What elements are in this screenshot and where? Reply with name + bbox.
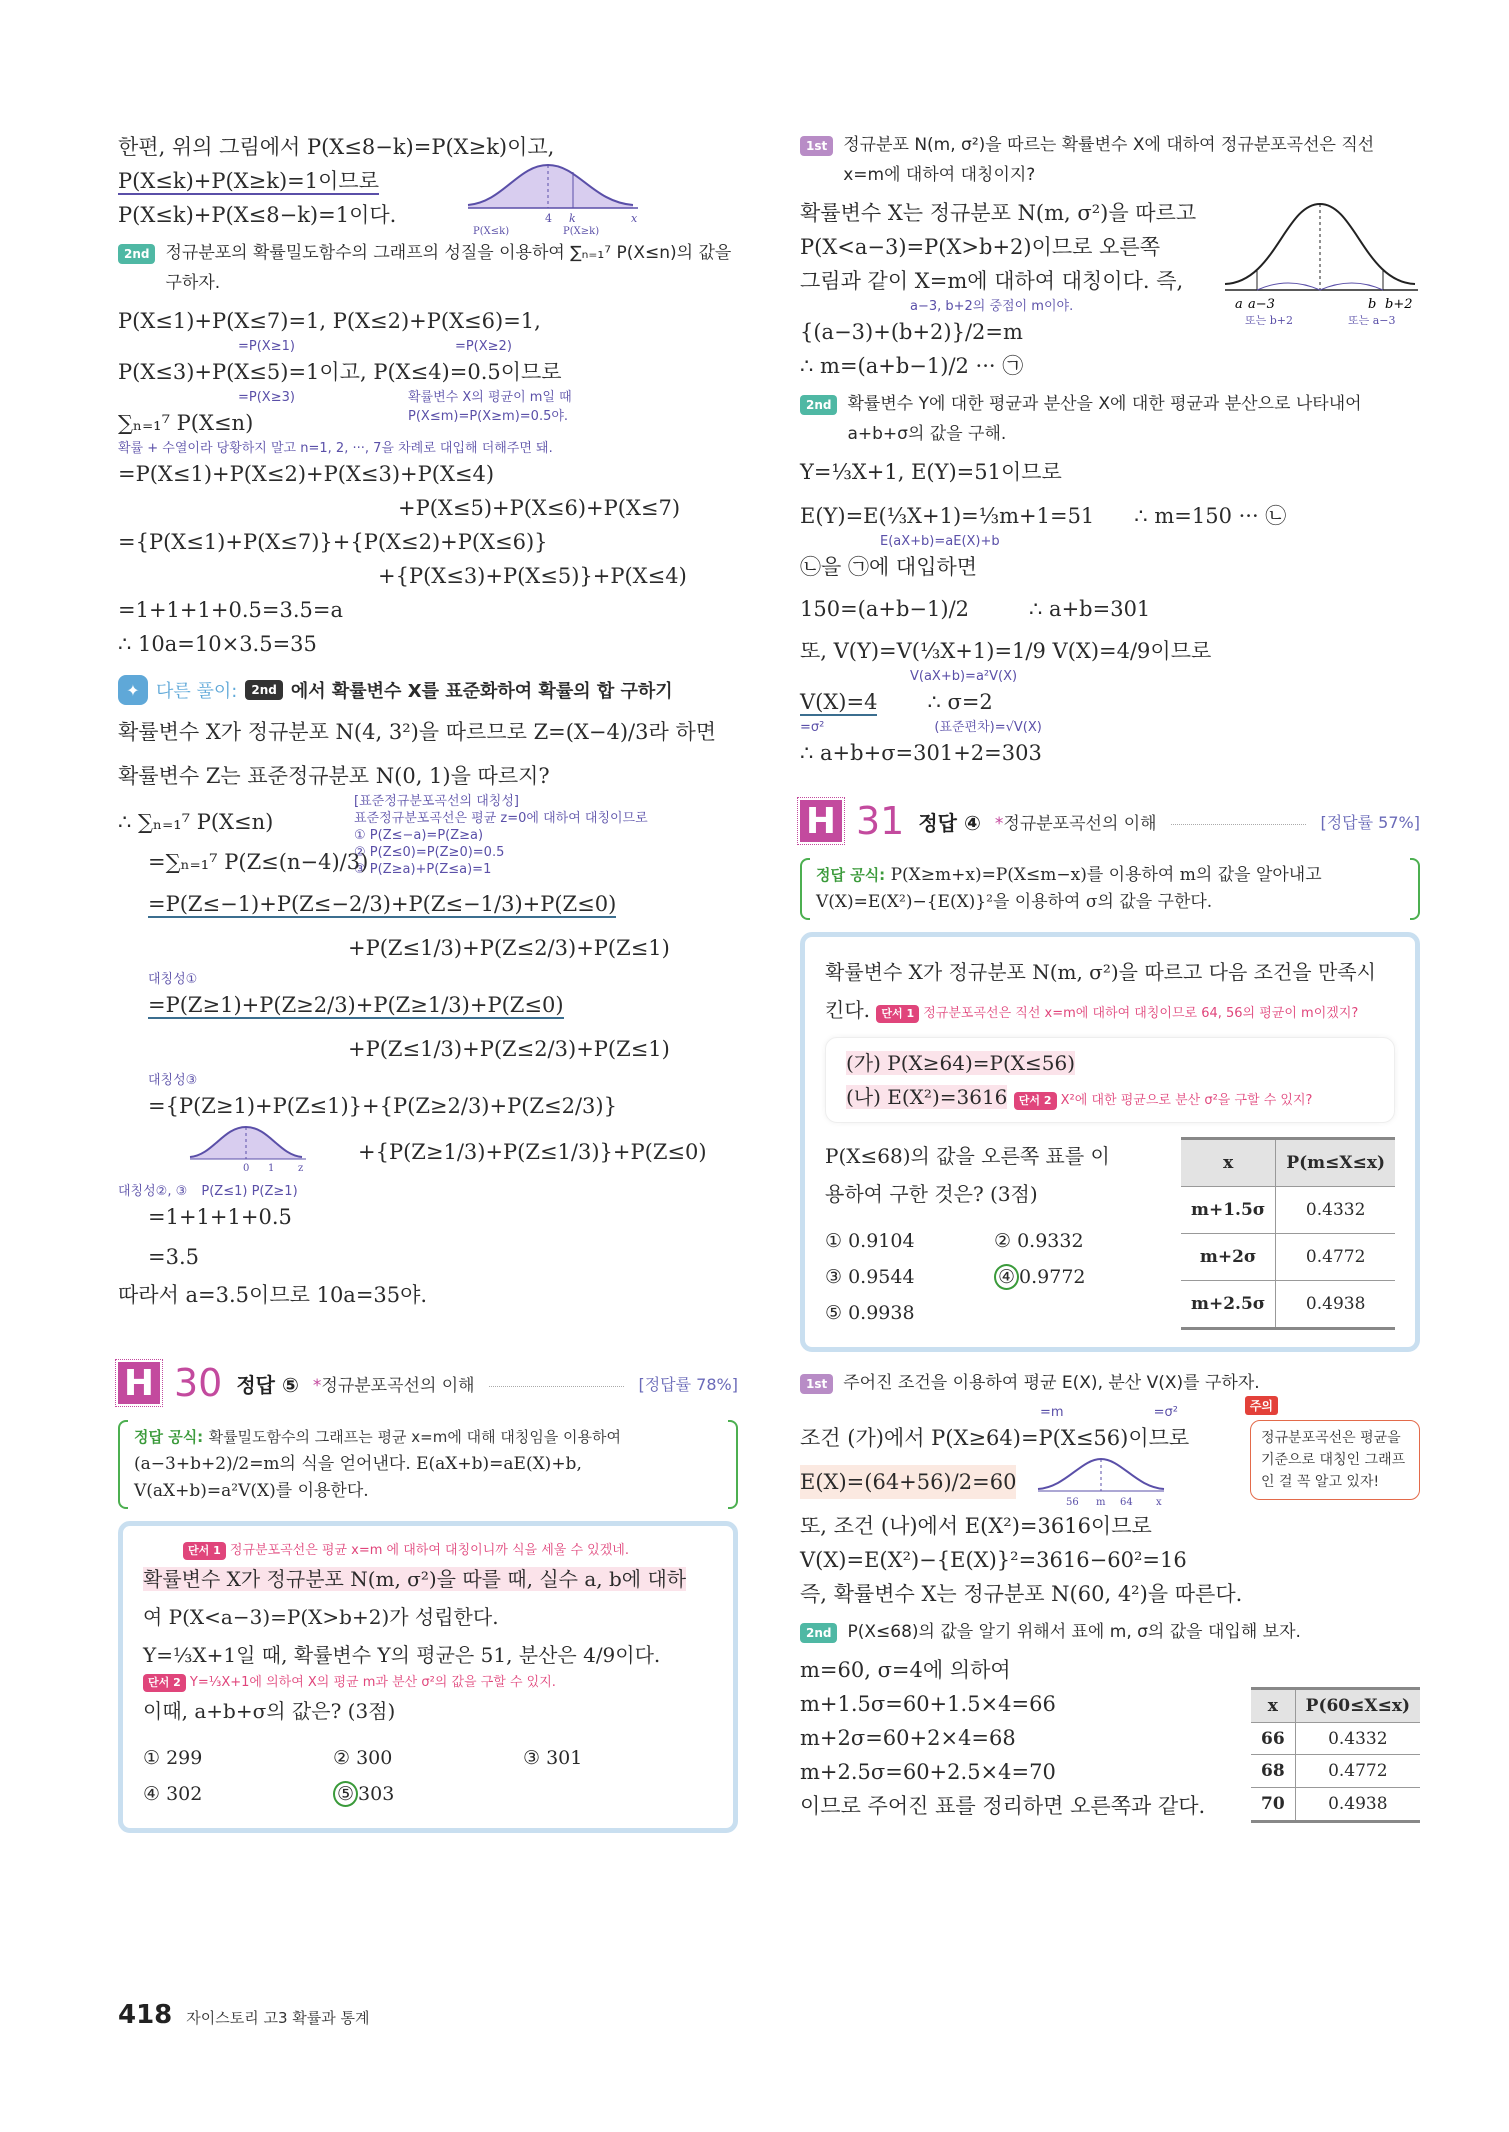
symmetry-box: [표준정규분포곡선의 대칭성] 표준정규분포곡선은 평균 z=0에 대하여 대칭이므로 ① P(Z≤−a)=P(Z≥a) ② P(Z≤0)=P(Z≥0)=0.5 ③ P(Z≥a)+P(Z≤a)=1 xyxy=(354,794,648,877)
question-line: 여 P(X<a−3)=P(X>b+2)가 성립한다. xyxy=(143,1605,499,1629)
step-text: 정규분포의 확률밀도함수의 그래프의 성질을 이용하여 ∑ₙ₌₁⁷ P(X≤n)의 값을 구하자. xyxy=(165,243,732,293)
choice-3[interactable]: ③ 301 xyxy=(523,1747,583,1769)
step-1st: 1st 정규분포 N(m, σ²)을 따르는 확률변수 X에 대하여 정규분포곡선은 직선 x=m에 대하여 대칭이지? xyxy=(800,130,1420,190)
eq-line: ∴ 10a=10×3.5=35 xyxy=(118,632,317,656)
eq-note: =P(X≥1) =P(X≥2) xyxy=(238,339,512,354)
correct-rate: [정답률 78%] xyxy=(638,1374,738,1394)
alt-line: +P(Z≤1/3)+P(Z≤2/3)+P(Z≤1) xyxy=(348,1037,670,1061)
page-footer xyxy=(118,2000,370,2030)
question-line: 확률변수 X가 정규분포 N(m, σ²)을 따를 때, 실수 a, b에 대하 xyxy=(143,1567,687,1591)
intro-line-3: P(X≤k)+P(X≤8−k)=1이다. xyxy=(118,203,397,227)
solution-h31: 1st 주어진 조건을 이용하여 평균 E(X), 분산 V(X)를 구하자. =m =σ² 주의 정규분포곡선은 평균을 기준으로 대칭인 그래프인 걸 꼭 알고 있자! 조건 (가)에서 P(X≥64)=P(X≤56)이므로 E(X)=(64+56)/2=60 56 m 64 x 또, 조건 (나)에서 E(X²)=3616이므로 V(X)=E(X²)−{E(X)}²=3616−60²=16 즉, 확률변수 X는 정규분포 N(60, 4²)을 따른다. 2nd P(X≤68)의 값을 알기 위해서 표에 m, σ의 값을 대입해 보자. m=60, σ=4에 의하여 m+1.5σ=60+1.5×4=66 m+2σ=60+2×4=68 m+2.5σ=60+2.5×4=70 이므로 주어진 표를 정리하면 오른쪽과 같다. x P(60≤X≤x) 66 0.4332 68 0.4772 70 0.4938 xyxy=(800,1368,1420,1823)
svg-text:a−3: a−3 xyxy=(1248,297,1275,312)
svg-text:m: m xyxy=(1096,1497,1106,1508)
alt-curve-row xyxy=(118,1123,738,1183)
alt-solution-title: ✦ 다른 풀이: 2nd 에서 확률변수 X를 표준화하여 확률의 합 구하기 xyxy=(118,675,738,705)
eq-line: P(X≤1)+P(X≤7)=1, P(X≤2)+P(X≤6)=1, xyxy=(118,309,541,333)
question-line: Y=⅓X+1일 때, 확률변수 Y의 평균은 51, 분산은 4/9이다. xyxy=(143,1643,661,1667)
alt-line: =1+1+1+0.5 xyxy=(148,1205,292,1229)
symmetry-derivation: a a−3 b b+2 또는 b+2 또는 a−3 확률변수 X는 정규분포 N(m, σ²)을 따르고 P(X<a−3)=P(X>b+2)이므로 오른쪽 그림과 같이 X=m에 대하여 대칭이다. 즉, a−3, b+2의 중점이 m이야. {(a−3)+(b+2)}/2=m ∴ m=(a+b−1)/2 ··· ㉠ xyxy=(800,196,1420,383)
alt-line: +{P(Z≥1/3)+P(Z≤1/3)}+P(Z≤0) xyxy=(358,1140,707,1164)
svg-text:0: 0 xyxy=(243,1163,250,1174)
alt-line: =∑ₙ₌₁⁷ P(Z≤(n−4)/3) xyxy=(148,850,369,874)
question-end: 이때, a+b+σ의 값은? (3점) xyxy=(143,1699,396,1723)
eq-line: P(X≤3)+P(X≤5)=1이고, P(X≤4)=0.5이므로 xyxy=(118,360,562,384)
right-column: 1st 정규분포 N(m, σ²)을 따르는 확률변수 X에 대하여 정규분포곡선은 직선 x=m에 대하여 대칭이지? a a−3 b b+2 또는 b+2 또는 a−3 확률변수 X는 정규분포 N(m, σ²)을 따르고 P(X<a−3)=P(X>b+2)이므로 오른쪽 그림과 같이 X=m에 대하여 대칭이다. 즉, a−3, b+2의 중점이 m이야. {(a−3)+(b+2)}/2=m ∴ m=(a+b−1)/2 ··· ㉠ 2nd 확률변수 Y에 대한 평균과 분산을 X에 대한 평균과 분산으로 나타내어 a+b+σ의 값을 구해. Y=⅓X+1, E(Y)=51이므로 E(Y)=E(⅓X+1)=⅓m+1=51 ∴ m=150 ··· ㉡ E(aX+b)=aE(X)+b ㉡을 ㉠에 대입하면 150=(a+b−1)/2 ∴ a+b=301 또, V(Y)=V(⅓X+1)=1/9 V(X)=4/9이므로 V(aX+b)=a²V(X) V(X)=4 ∴ σ=2 =σ² (표준편차)=√V(X) ∴ a+b+σ=301+2=303 H 31 정답 ④ *정규분포곡선의 이해 [정답률 57%] 정답 공식: P(X≥m+x)=P(X≤m−x)를 이용하여 m의 값을 알아내고 V(X)=E(X²)−{E(X)}²을 이용하여 σ의 값을 구한다. 확률변수 X가 정규분포 N(m, σ²)을 따르고 다음 조건을 만족시 킨다. 단서 1 정규분포곡선은 직선 x=m에 대하여 대칭이므로 64, 56의 평균이 m이겠지? (가) P(X≥64)=P(X≤56) (나) E(X²)=3616 단서 2 X²에 대한 평균으로 분산 σ²을 구할 수 있지? P(X≤68)의 값을 오른쪽 표를 이 용하여 구한 것은? (3점) ① 0.9104 ② 0.9332 ③ 0.9544 ④ 0.9772 ⑤ 0.9938 x P(m≤X≤x) m+1.5σ 0.4332 m+2σ 0.4772 m+2.5σ 0.4938 1st 주어진 조건을 이용하여 평균 E(X), 분산 V(X)를 구하자. =m =σ² 주의 정규분포곡선은 평균을 기준으로 대칭인 그래프인 걸 꼭 알고 있자! 조건 (가)에서 P(X≥64)=P(X≤56)이므로 E(X)=(64+56)/2=60 56 m 64 x 또, 조건 (나)에서 E(X²)=3616이므로 V(X)=E(X²)−{E(X)}²=3616−60²=16 즉, 확률변수 X는 정규분포 N(60, 4²)을 따른다. 2nd P(X≤68)의 값을 알기 위해서 표에 m, σ의 값을 대입해 보자. m=60, σ=4에 의하여 m+1.5σ=60+1.5×4=66 m+2σ=60+2×4=68 m+2.5σ=60+2.5×4=70 이므로 주어진 표를 정리하면 오른쪽과 같다. x P(60≤X≤x) 66 0.4332 68 0.4772 70 0.4938 xyxy=(800,130,1420,1823)
eq-line: =P(X≤1)+P(X≤2)+P(X≤3)+P(X≤4) xyxy=(118,462,495,486)
alt-line: ∴ ∑ₙ₌₁⁷ P(X≤n) xyxy=(118,810,274,834)
svg-text:b: b xyxy=(1368,297,1377,312)
formula-box: 정답 공식: 확률밀도함수의 그래프는 평균 x=m에 대해 대칭임을 이용하여 (a−3+b+2)/2=m의 식을 얻어낸다. E(aX+b)=aE(X)+b, V(aX+b)=a²V(X)를 이용한다. xyxy=(118,1420,738,1509)
alt-line: =3.5 xyxy=(148,1245,199,1269)
alt-derivation xyxy=(118,793,738,879)
formula-box: 정답 공식: P(X≥m+x)=P(X≤m−x)를 이용하여 m의 값을 알아내고 V(X)=E(X²)−{E(X)}²을 이용하여 σ의 값을 구한다. xyxy=(800,858,1420,920)
normal-curve-mini-icon xyxy=(1036,1455,1166,1509)
choice-4[interactable]: ④ 302 xyxy=(143,1783,203,1805)
substituted-table: x P(60≤X≤x) 66 0.4332 68 0.4772 70 0.4938 xyxy=(1251,1687,1420,1823)
eq-line: +P(X≤5)+P(X≤6)+P(X≤7) xyxy=(398,496,681,520)
svg-text:b+2: b+2 xyxy=(1385,297,1413,312)
svg-text:x: x xyxy=(631,212,638,225)
page-number: 418 xyxy=(118,2000,173,2030)
eq-line: +{P(X≤3)+P(X≤5)}+P(X≤4) xyxy=(378,564,687,588)
left-column: 한편, 위의 그림에서 P(X≤8−k)=P(X≥k)이고, P(X≤k)+P(X≥k)=1이므로 P(X≤k)+P(X≤8−k)=1이다. 4 k x P(X≤k) P(X≥k) 2nd 정규분포의 확률밀도함수의 그래프의 성질을 이용하여 ∑ₙ₌₁⁷ P(X≤n)의 값을 구하자. P(X≤1)+P(X≤7)=1, P(X≤2)+P(X≤6)=1, =P(X≥1) =P(X≥2) P(X≤3)+P(X≤5)=1이고, P(X≤4)=0.5이므로 =P(X≥3) 확률변수 X의 평균이 m일 때 ∑ₙ₌₁⁷ P(X≤n) P(X≤m)=P(X≥m)=0.5야. 확률 + 수열이라 당황하지 말고 n=1, 2, ···, 7을 차례로 대입해 더해주면 돼. =P(X≤1)+P(X≤2)+P(X≤3)+P(X≤4) +P(X≤5)+P(X≤6)+P(X≤7) ={P(X≤1)+P(X≤7)}+{P(X≤2)+P(X≤6)} +{P(X≤3)+P(X≤5)}+P(X≤4) =1+1+1+0.5=3.5=a ∴ 10a=10×3.5=35 ✦ 다른 풀이: 2nd 에서 확률변수 X를 표준화하여 확률의 합 구하기 확률변수 X가 정규분포 N(4, 3²)을 따르므로 Z=(X−4)/3라 하면 확률변수 Z는 표준정규분포 N(0, 1)을 따르지? [표준정규분포곡선의 대칭성] 표준정규분포곡선은 평균 z=0에 대하여 대칭이므로 ① P(Z≤−a)=P(Z≥a) ② P(Z≤0)=P(Z≥0)=0.5 ③ P(Z≥a)+P(Z≤a)=1 ∴ ∑ₙ₌₁⁷ P(X≤n) =∑ₙ₌₁⁷ P(Z≤(n−4)/3) =P(Z≤−1)+P(Z≤−2/3)+P(Z≤−1/3)+P(Z≤0) +P(Z≤1/3)+P(Z≤2/3)+P(Z≤1) 대칭성① =P(Z≥1)+P(Z≥2/3)+P(Z≥1/3)+P(Z≤0) +P(Z≤1/3)+P(Z≤2/3)+P(Z≤1) 대칭성③ ={P(Z≥1)+P(Z≤1)}+{P(Z≥2/3)+P(Z≤2/3)} 0 1 z +{P(Z≥1/3)+P(Z≤1/3)}+P(Z≤0) 대칭성②, ③ P(Z≤1) P(Z≥1) =1+1+1+0.5 =3.5 따라서 a=3.5이므로 10a=35야. H 30 정답 ⑤ *정규분포곡선의 이해 [정답률 78%] 정답 공식: 확률밀도함수의 그래프는 평균 x=m에 대해 대칭임을 이용하여 (a−3+b+2)/2=m의 식을 얻어낸다. E(aX+b)=aE(X)+b, V(aX+b)=a²V(X)를 이용한다. 단서 1 정규분포곡선은 평균 x=m 에 대하여 대칭이니까 식을 세울 수 있겠네. 확률변수 X가 정규분포 N(m, σ²)을 따를 때, 실수 a, b에 대하 여 P(X<a−3)=P(X>b+2)가 성립한다. Y=⅓X+1일 때, 확률변수 Y의 평균은 51, 분산은 4/9이다. 단서 2 Y=⅓X+1에 의하여 X의 평균 m과 분산 σ²의 값을 구할 수 있지. 이때, a+b+σ의 값은? (3점) ① 299 ② 300 ③ 301 ④ 302 ⑤ 303 xyxy=(118,130,738,1833)
step-2nd xyxy=(118,238,738,298)
standard-normal-curve-mini-icon xyxy=(188,1123,308,1181)
svg-text:P(X≥k): P(X≥k) xyxy=(563,226,600,236)
question-box-h31: 확률변수 X가 정규분포 N(m, σ²)을 따르고 다음 조건을 만족시 킨다. 단서 1 정규분포곡선은 직선 x=m에 대하여 대칭이므로 64, 56의 평균이 m이겠지? (가) P(X≥64)=P(X≤56) (나) E(X²)=3616 단서 2 X²에 대한 평균으로 분산 σ²을 구할 수 있지? P(X≤68)의 값을 오른쪽 표를 이 용하여 구한 것은? (3점) ① 0.9104 ② 0.9332 ③ 0.9544 ④ 0.9772 ⑤ 0.9938 x P(m≤X≤x) m+1.5σ 0.4332 m+2σ 0.4772 m+2.5σ 0.4938 xyxy=(800,932,1420,1352)
intro-line-2: P(X≤k)+P(X≥k)=1이므로 xyxy=(118,169,379,193)
conditions-box: (가) P(X≥64)=P(X≤56) (나) E(X²)=3616 단서 2 X²에 대한 평균으로 분산 σ²을 구할 수 있지? xyxy=(825,1037,1395,1123)
alt-line: 확률변수 X가 정규분포 N(4, 3²)을 따르므로 Z=(X−4)/3라 하면 xyxy=(118,720,717,744)
problem-header-h30 xyxy=(118,1362,738,1404)
svg-text:1: 1 xyxy=(268,1163,275,1174)
problem-header-h31: H 31 정답 ④ *정규분포곡선의 이해 [정답률 57%] xyxy=(800,800,1420,842)
alt-solution-icon: ✦ xyxy=(118,675,148,705)
choice-5[interactable]: ⑤ 0.9938 xyxy=(825,1302,915,1324)
svg-text:a: a xyxy=(1235,297,1243,312)
question-box-h30: 단서 1 정규분포곡선은 평균 x=m 에 대하여 대칭이니까 식을 세울 수 있겠네. 확률변수 X가 정규분포 N(m, σ²)을 따를 때, 실수 a, b에 대하 여 P(X<a−3)=P(X>b+2)가 성립한다. Y=⅓X+1일 때, 확률변수 Y의 평균은 51, 분산은 4/9이다. 단서 2 Y=⅓X+1에 의하여 X의 평균 m과 분산 σ²의 값을 구할 수 있지. 이때, a+b+σ의 값은? (3점) ① 299 ② 300 ③ 301 ④ 302 ⑤ 303 xyxy=(118,1521,738,1833)
svg-text:64: 64 xyxy=(1120,1497,1134,1508)
step-2nd: 2nd 확률변수 Y에 대한 평균과 분산을 X에 대한 평균과 분산으로 나타내어 a+b+σ의 값을 구해. xyxy=(800,389,1420,449)
svg-text:x: x xyxy=(1156,1497,1163,1508)
problem-number: 30 xyxy=(174,1361,223,1405)
normal-curve-mini-icon xyxy=(463,160,643,236)
eq-note: =P(X≥3) 확률변수 X의 평균이 m일 때 xyxy=(238,390,572,405)
choices xyxy=(825,1223,1163,1331)
caution-tag: 주의 xyxy=(1245,1396,1278,1415)
sum-note: 확률 + 수열이라 당황하지 말고 n=1, 2, ···, 7을 차례로 대입해 더해주면 돼. xyxy=(118,441,553,456)
book-title: 자이스토리 고3 확률과 통계 xyxy=(186,2009,370,2027)
alt-line: =P(Z≤−1)+P(Z≤−2/3)+P(Z≤−1/3)+P(Z≤0) xyxy=(148,892,617,916)
svg-text:k: k xyxy=(569,212,576,225)
choice-4-correct[interactable]: ④ 0.9772 xyxy=(994,1259,1163,1295)
choice-1[interactable]: ① 299 xyxy=(143,1747,203,1769)
intro-line-1: 한편, 위의 그림에서 P(X≤8−k)=P(X≥k)이고, xyxy=(118,135,555,159)
choice-5-correct[interactable]: ⑤ 303 xyxy=(333,1776,523,1812)
svg-text:P(X≤k): P(X≤k) xyxy=(473,226,510,236)
caution-box: 정규분포곡선은 평균을 기준으로 대칭인 그래프인 걸 꼭 알고 있자! xyxy=(1250,1420,1420,1500)
svg-text:4: 4 xyxy=(545,212,552,225)
alt-line: +P(Z≤1/3)+P(Z≤2/3)+P(Z≤1) xyxy=(348,936,670,960)
svg-text:56: 56 xyxy=(1066,1497,1080,1508)
svg-text:또는 a−3: 또는 a−3 xyxy=(1348,314,1396,326)
answer-label: 정답 ⑤ xyxy=(236,1372,299,1397)
h-badge: H xyxy=(118,1362,160,1404)
eq-line: ={P(X≤1)+P(X≤7)}+{P(X≤2)+P(X≤6)} xyxy=(118,530,548,554)
eq-line: ∑ₙ₌₁⁷ P(X≤n) P(X≤m)=P(X≥m)=0.5야. xyxy=(118,409,569,435)
step-badge: 2nd xyxy=(118,244,155,264)
alt-line: 확률변수 Z는 표준정규분포 N(0, 1)을 따르지? xyxy=(118,764,550,788)
alt-line: =P(Z≥1)+P(Z≥2/3)+P(Z≥1/3)+P(Z≤0) xyxy=(148,993,564,1017)
choice-1[interactable]: ① 0.9104 xyxy=(825,1230,915,1252)
topic: *정규분포곡선의 이해 xyxy=(312,1375,475,1396)
choices xyxy=(143,1740,713,1812)
alt-conclusion: 따라서 a=3.5이므로 10a=35야. xyxy=(118,1283,428,1307)
choice-3[interactable]: ③ 0.9544 xyxy=(825,1266,915,1288)
svg-text:z: z xyxy=(298,1163,304,1174)
choice-2[interactable]: ② 0.9332 xyxy=(993,1230,1084,1252)
svg-text:또는 b+2: 또는 b+2 xyxy=(1245,314,1294,326)
eq-line: =1+1+1+0.5=3.5=a xyxy=(118,598,343,622)
alt-line: ={P(Z≥1)+P(Z≤1)}+{P(Z≥2/3)+P(Z≤2/3)} xyxy=(148,1094,617,1118)
probability-table: x P(m≤X≤x) m+1.5σ 0.4332 m+2σ 0.4772 m+2.5σ 0.4938 xyxy=(1181,1137,1395,1330)
intro-with-curve xyxy=(118,164,738,236)
choice-2[interactable]: ② 300 xyxy=(333,1747,393,1769)
